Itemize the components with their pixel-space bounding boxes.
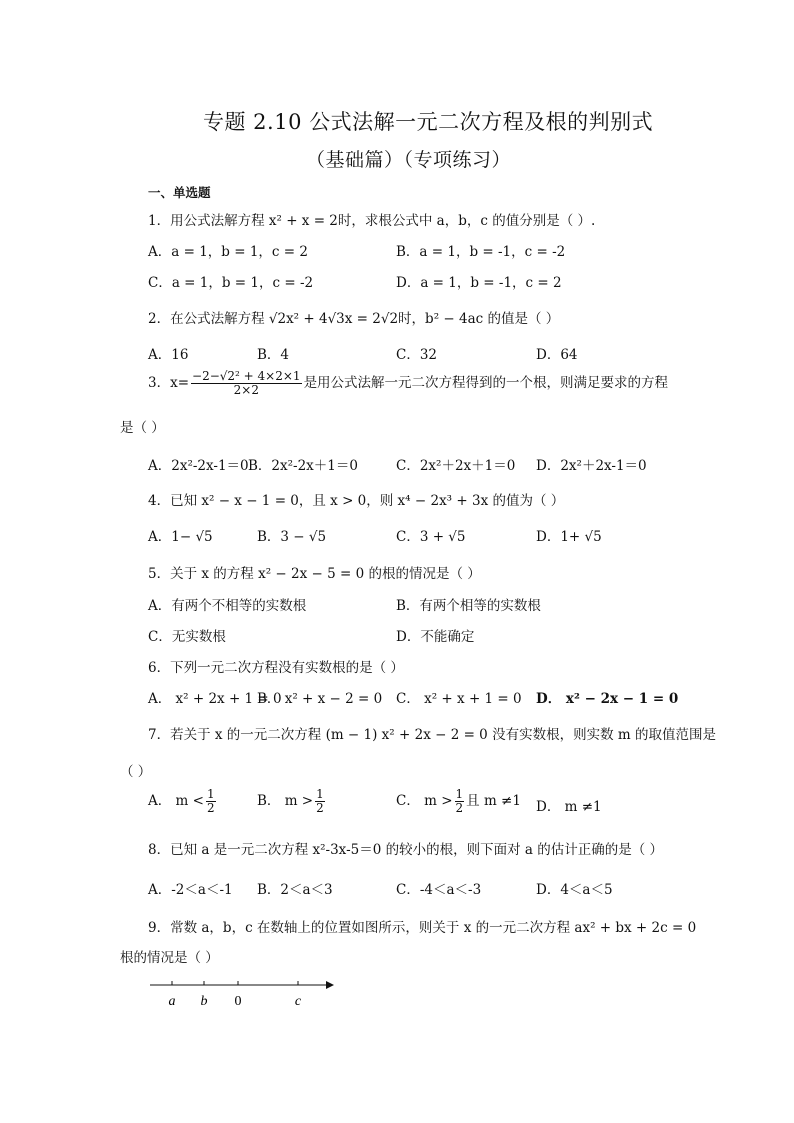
question-3-stem-line2: 是（ ）: [120, 420, 165, 436]
question-8-option-a: A．-2＜a＜-1: [148, 882, 233, 898]
question-7-stem: 7．若关于 x 的一元二次方程 (m − 1) x² + 2x − 2 = 0 没有实数根，则实数 m 的取值范围是: [148, 727, 716, 743]
question-4-option-b: B．3 − √5: [257, 529, 327, 545]
question-3-numerator: −2−√2² + 4×2×1: [192, 369, 301, 383]
question-7-option-c-fraction: [455, 788, 465, 815]
question-6-stem: 6．下列一元二次方程没有实数根的是（ ）: [148, 660, 404, 676]
question-7-option-b: [257, 788, 327, 815]
question-5-option-c: C．无实数根: [148, 629, 226, 645]
question-2-stem: 2．在公式法解方程 √2x² + 4√3x = 2√2时，b² − 4ac 的值是（ ）: [148, 311, 560, 327]
question-7-stem-line2: （ ）: [120, 764, 152, 780]
question-1-option-d: D．a = 1，b = -1，c = 2: [396, 275, 562, 291]
question-2-option-a: A．16: [148, 347, 189, 363]
fraction-numerator: 1: [316, 787, 324, 801]
question-7-option-b-fraction: [315, 788, 325, 815]
question-7-option-b-text: B． m >: [257, 793, 314, 809]
question-3-fraction: [191, 370, 302, 397]
question-4-option-a: A．1− √5: [148, 529, 213, 545]
question-1-option-b: B．a = 1，b = -1，c = -2: [396, 244, 566, 260]
question-2-option-d: D．64: [536, 347, 578, 363]
section-heading: 一、单选题: [148, 185, 211, 200]
label-zero: 0: [234, 994, 242, 1009]
question-1-option-c: C．a = 1，b = 1，c = -2: [148, 275, 314, 291]
question-8-stem: 8．已知 a 是一元二次方程 x²-3x-5＝0 的较小的根，则下面对 a 的估计正确的是（ ）: [148, 842, 664, 858]
label-c: c: [294, 994, 302, 1009]
question-6-option-a: A． x² + 2x + 1 = 0: [148, 691, 282, 707]
question-4-option-d: D．1+ √5: [536, 529, 602, 545]
question-7-option-c: [396, 788, 521, 815]
question-3-denominator: 2×2: [233, 383, 259, 397]
question-3-option-c: C．2x²＋2x＋1＝0: [396, 458, 516, 474]
question-5-option-d: D．不能确定: [396, 629, 475, 645]
number-line-arrow-icon: [326, 981, 334, 989]
question-3-option-a: A．2x²-2x-1＝0: [148, 458, 249, 474]
document-subtitle: （基础篇）（专项练习）: [306, 149, 512, 171]
question-3-stem: [148, 370, 668, 397]
question-6-option-d: D． x² − 2x − 1 = 0: [536, 691, 679, 707]
question-9-stem: 9．常数 a，b，c 在数轴上的位置如图所示，则关于 x 的一元二次方程 ax² + bx + 2c = 0: [148, 920, 697, 936]
question-7-option-c-text: C． m >: [396, 793, 453, 809]
fraction-numerator: 1: [455, 787, 464, 801]
fraction-denominator: 2: [455, 801, 464, 815]
question-3-prefix: 3．x=: [148, 375, 190, 391]
question-5-option-a: A．有两个不相等的实数根: [148, 598, 307, 614]
question-9-stem-line2: 根的情况是（ ）: [120, 950, 219, 966]
question-3-option-b: B．2x²-2x＋1＝0: [248, 458, 358, 474]
question-1-stem: 1．用公式法解方程 x² + x = 2时，求根公式中 a，b，c 的值分别是（ ）.: [148, 213, 596, 229]
question-7-option-a-fraction: [206, 788, 216, 815]
question-7-option-a: [148, 788, 218, 815]
document-title: 专题 2.10 公式法解一元二次方程及根的判别式: [203, 110, 654, 134]
question-7-option-d: D． m ≠1: [536, 799, 602, 815]
number-line-figure: [140, 975, 340, 1015]
question-2-option-b: B．4: [257, 347, 290, 363]
question-5-option-b: B．有两个相等的实数根: [396, 598, 541, 614]
question-7-option-a-text: A． m <: [148, 793, 204, 809]
question-1-option-a: A．a = 1，b = 1，c = 2: [148, 244, 308, 260]
question-4-stem: 4．已知 x² − x − 1 = 0，且 x > 0，则 x⁴ − 2x³ + 3x 的值为（ ）: [148, 493, 565, 509]
question-6-option-b: B． x² + x − 2 = 0: [257, 691, 383, 707]
question-3-option-d: D．2x²＋2x-1＝0: [536, 458, 647, 474]
fraction-numerator: 1: [206, 787, 215, 801]
question-5-stem: 5．关于 x 的方程 x² − 2x − 5 = 0 的根的情况是（ ）: [148, 566, 481, 582]
label-a: a: [168, 994, 176, 1009]
question-8-option-d: D．4＜a＜5: [536, 882, 613, 898]
fraction-denominator: 2: [316, 801, 324, 815]
question-3-suffix: 是用公式法解一元二次方程得到的一个根，则满足要求的方程: [303, 375, 669, 391]
label-b: b: [200, 994, 208, 1009]
question-2-option-c: C．32: [396, 347, 438, 363]
fraction-denominator: 2: [206, 801, 215, 815]
question-8-option-c: C．-4＜a＜-3: [396, 882, 482, 898]
question-8-option-b: B．2＜a＜3: [257, 882, 333, 898]
question-4-option-c: C．3 + √5: [396, 529, 466, 545]
question-6-option-c: C． x² + x + 1 = 0: [396, 691, 522, 707]
question-7-option-c-suffix: 且 m ≠1: [466, 793, 521, 809]
